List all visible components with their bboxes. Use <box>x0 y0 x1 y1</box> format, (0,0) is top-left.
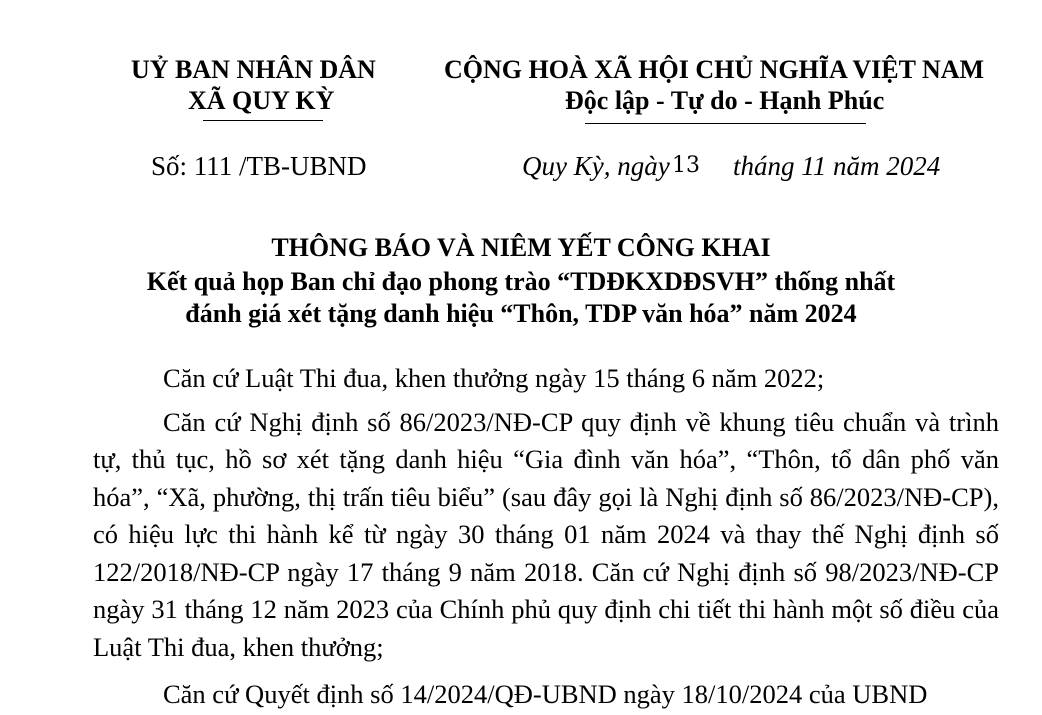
document-number <box>151 150 367 182</box>
national-motto: Độc lập - Tự do - Hạnh Phúc <box>565 86 885 115</box>
notice-title: THÔNG BÁO VÀ NIÊM YẾT CÔNG KHAI <box>271 233 771 262</box>
national-title: CỘNG HOÀ XÃ HỘI CHỦ NGHĨA VIỆT NAM <box>444 55 985 84</box>
issuer-commune: XÃ QUY KỲ <box>188 86 335 115</box>
notice-subtitle-line2: đánh giá xét tặng danh hiệu “Thôn, TDP văn hóa” năm 2024 <box>185 299 857 328</box>
date-day: 13 <box>672 153 700 178</box>
notice-body <box>93 360 999 714</box>
place-date-prefix: Quy Kỳ, ngày <box>522 151 670 181</box>
paragraph-3: Căn cứ Quyết định số 14/2024/QĐ-UBND ngày 18/10/2024 của UBND <box>163 679 928 709</box>
issuer-name: UỶ BAN NHÂN DÂN <box>131 55 376 84</box>
document-number-suffix: /TB-UBND <box>239 151 367 181</box>
paragraph-1: Căn cứ Luật Thi đua, khen thưởng ngày 15 tháng 6 năm 2022; <box>163 363 825 393</box>
paragraph-2: Căn cứ Nghị định số 86/2023/NĐ-CP quy định về khung tiêu chuẩn và trình tự, thủ tục, hồ sơ xét tặng danh hiệu “Gia đình văn hóa”, “Thôn, tổ dân phố văn hóa”, “Xã, phường, thị trấn tiêu biểu” (sau đây gọi là Nghị định số 86/2023/NĐ-CP), có hiệu lực thi hành kể từ ngày 30 tháng 01 năm 2024 và thay thế Nghị định số 122/2018/NĐ-CP ngày 17 tháng 9 năm 2018. Căn cứ Nghị định số 98/2023/NĐ-CP ngày 31 tháng 12 năm 2023 của Chính phủ quy định chi tiết thi hành một số điều của Luật Thi đua, khen thưởng; <box>93 406 999 662</box>
issuer-underline <box>203 120 323 121</box>
date-month-year: tháng 11 năm 2024 <box>733 151 941 181</box>
document-number-prefix: Số: <box>151 151 188 181</box>
motto-underline <box>585 123 866 124</box>
document-number-value: 111 <box>193 151 233 181</box>
notice-subtitle-line1: Kết quả họp Ban chỉ đạo phong trào “TDĐKXDĐSVH” thống nhất <box>146 267 896 296</box>
